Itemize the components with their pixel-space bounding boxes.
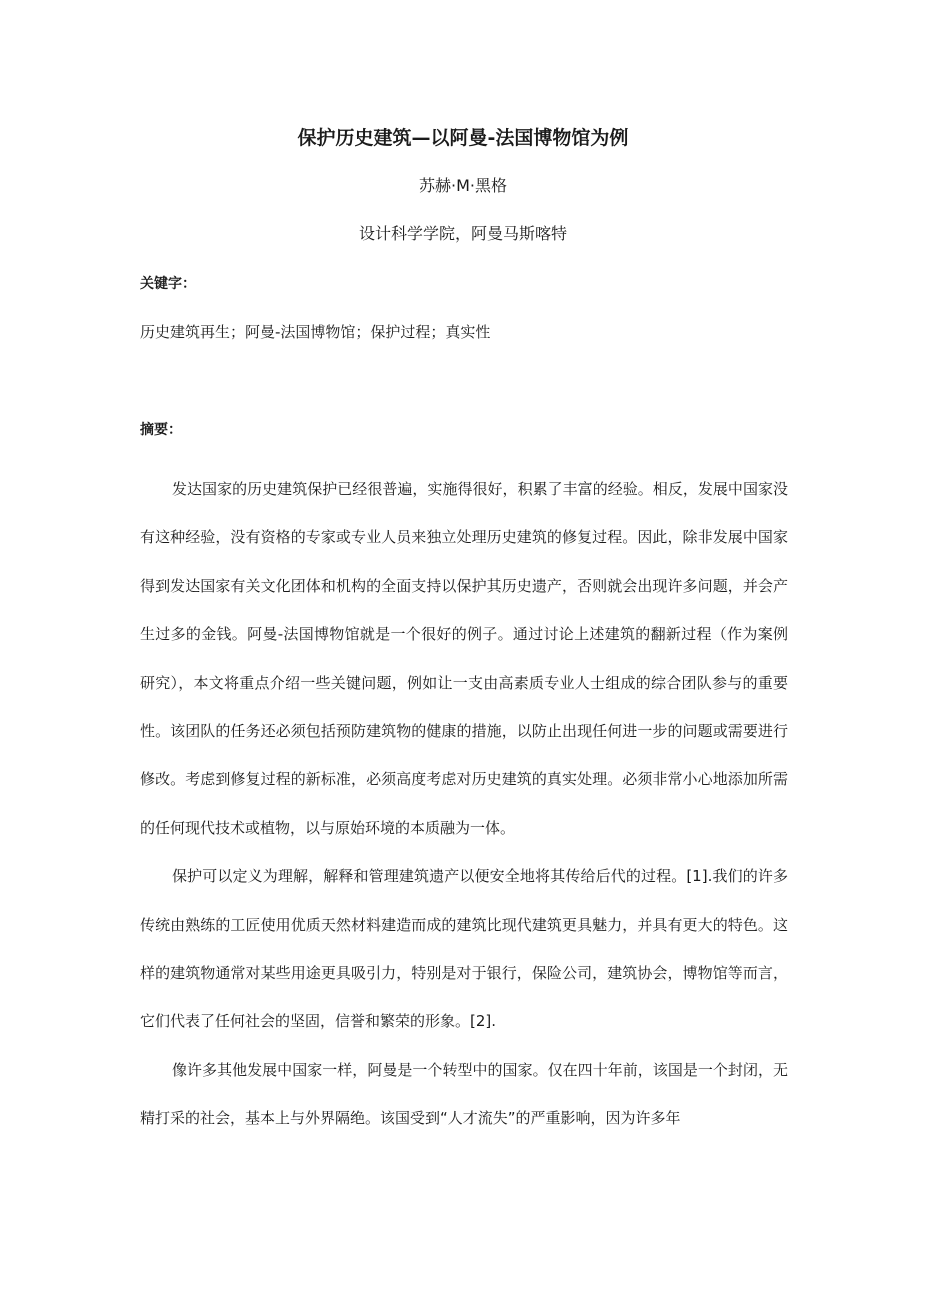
abstract-paragraph-1: 发达国家的历史建筑保护已经很普遍，实施得很好，积累了丰富的经验。相反，发展中国家没有这种经验，没有资格的专家或专业人员来独立处理历史建筑的修复过程。因此，除非发展中国家得到发达国家有关文化团体和机构的全面支持以保护其历史遗产，否则就会出现许多问题，并会产生过多的金钱。阿曼-法国博物馆就是一个很好的例子。通过讨论上述建筑的翻新过程（作为案例研究），本文将重点介绍一些关键问题，例如让一支由高素质专业人士组成的综合团队参与的重要性。该团队的任务还必须包括预防建筑物的健康的措施，以防止出现任何进一步的问题或需要进行修改。考虑到修复过程的新标准，必须高度考虑对历史建筑的真实处理。必须非常小心地添加所需的任何现代技术或植物，以与原始环境的本质融为一体。 (140, 480, 788, 837)
keywords-text: 历史建筑再生；阿曼-法国博物馆；保护过程；真实性 (140, 323, 491, 341)
abstract-paragraph-2: 保护可以定义为理解，解释和管理建筑遗产以便安全地将其传给后代的过程。[1].我们的许多传统由熟练的工匠使用优质天然材料建造而成的建筑比现代建筑更具魅力，并具有更大的特色。这样的建筑物通常对某些用途更具吸引力，特别是对于银行，保险公司，建筑协会，博物馆等而言，它们代表了任何社会的坚固，信誉和繁荣的形象。[2]. (140, 867, 788, 1031)
abstract-body (140, 465, 788, 1143)
author-affiliation: 设计科学学院，阿曼马斯喀特 (358, 224, 567, 243)
paper-title: 保护历史建筑—以阿曼-法国博物馆为例 (297, 127, 629, 149)
abstract-paragraph-3: 像许多其他发展中国家一样，阿曼是一个转型中的国家。仅在四十年前，该国是一个封闭，无精打采的社会，基本上与外界隔绝。该国受到“人才流失”的严重影响，因为许多年 (140, 1060, 788, 1128)
abstract-label: 摘要： (140, 422, 182, 438)
author-name: 苏赫·M·黑格 (419, 176, 507, 195)
keywords-label: 关键字： (140, 276, 196, 292)
